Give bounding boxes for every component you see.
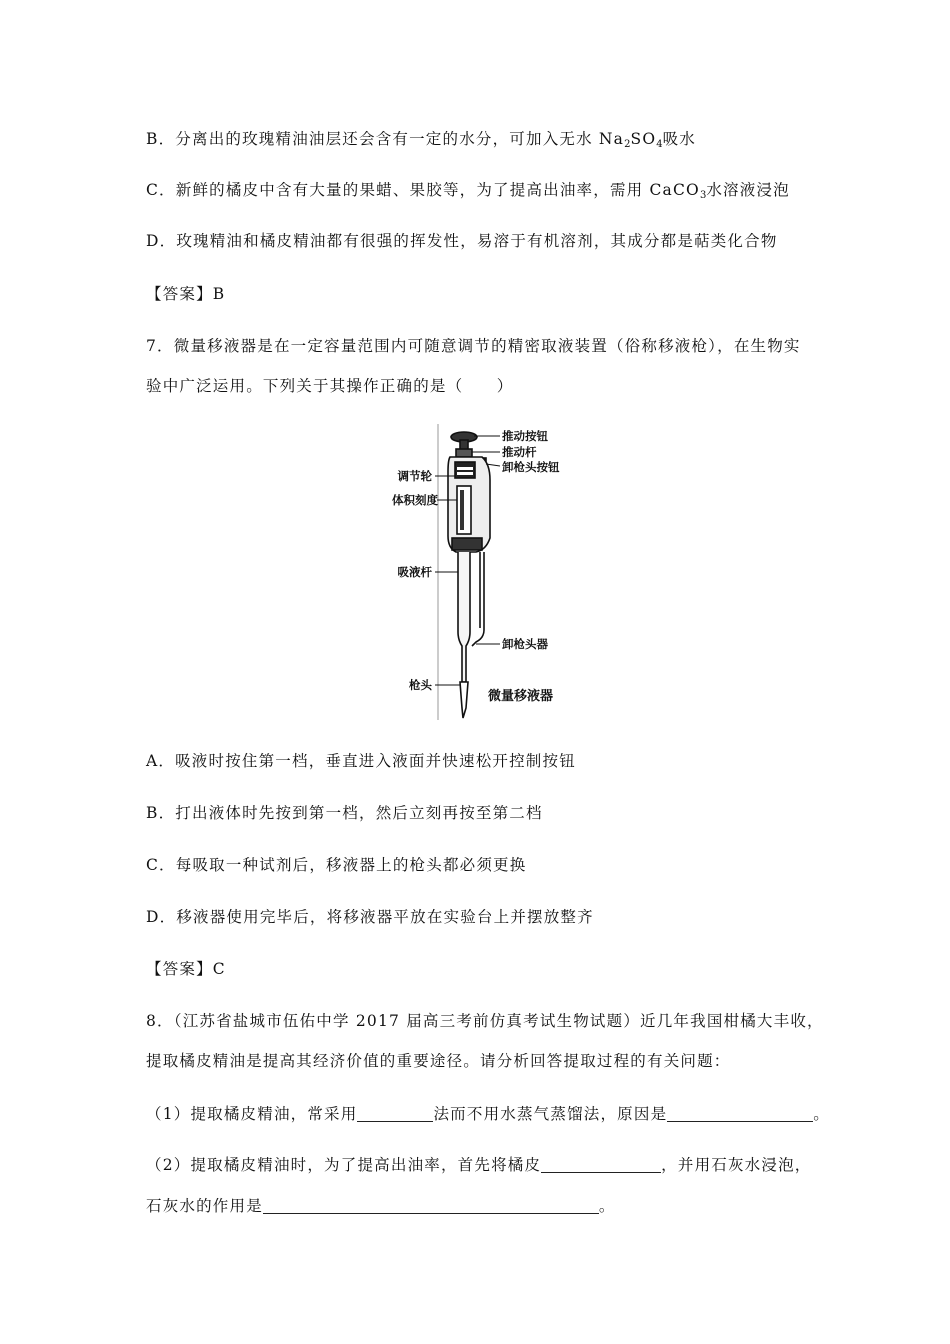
q8-part2 xyxy=(146,1154,811,1176)
q6-option-c xyxy=(146,179,790,207)
q8-part1-c: 。 xyxy=(813,1105,830,1123)
pipette-drawing xyxy=(448,432,490,718)
q8-part2-d: 。 xyxy=(598,1197,616,1215)
q7-stem-line1: 7．微量移液器是在一定容量范围内可随意调节的精密取液装置（俗称移液枪），在生物实 xyxy=(146,337,801,355)
q7-option-b: B．打出液体时先按到第一档，然后立刻再按至第二档 xyxy=(146,804,543,822)
q6-option-c-post: 水溶液浸泡 xyxy=(706,181,790,199)
q6-option-b-sub1: 2 xyxy=(624,139,631,150)
q6-option-c-pre: C．新鲜的橘皮中含有大量的果蜡、果胶等，为了提高出油率，需用 CaCO xyxy=(146,181,700,199)
q8-part2-blank1[interactable] xyxy=(541,1156,661,1173)
q7-stem-line2: 验中广泛运用。下列关于其操作正确的是（ ） xyxy=(146,377,514,395)
q8-part1-blank2[interactable] xyxy=(667,1105,813,1122)
figure-caption: 微量移液器 xyxy=(488,689,554,704)
q6-answer: 【答案】B xyxy=(146,285,226,303)
label-tip: 枪头 xyxy=(409,678,432,692)
label-tip-eject-button: 卸枪头按钮 xyxy=(502,460,560,474)
q7-option-a: A．吸液时按住第一档，垂直进入液面并快速松开控制按钮 xyxy=(146,752,576,770)
q6-option-d: D．玫瑰精油和橘皮精油都有很强的挥发性，易溶于有机溶剂，其成分都是萜类化合物 xyxy=(146,232,778,250)
q8-part1 xyxy=(146,1103,830,1125)
pipette-figure xyxy=(372,420,582,722)
q8-part2-c: 石灰水的作用是 xyxy=(146,1197,263,1215)
label-volume-scale: 体积刻度 xyxy=(392,493,438,507)
q6-option-b-sub2: 4 xyxy=(656,139,663,150)
q8-stem-line2: 提取橘皮精油是提高其经济价值的重要途径。请分析回答提取过程的有关问题： xyxy=(146,1052,731,1070)
q7-option-c: C．每吸取一种试剂后，移液器上的枪头都必须更换 xyxy=(146,856,527,874)
q8-part1-a: （1）提取橘皮精油，常采用 xyxy=(146,1105,358,1123)
q8-part1-blank1[interactable] xyxy=(357,1105,433,1122)
label-push-button: 推动按钮 xyxy=(502,429,548,443)
q7-answer: 【答案】C xyxy=(146,960,226,978)
q8-part2-blank2[interactable] xyxy=(263,1197,599,1214)
q6-option-b-post: 吸水 xyxy=(662,130,697,148)
q6-option-b xyxy=(146,128,696,156)
q8-part1-b: 法而不用水蒸气蒸馏法，原因是 xyxy=(433,1105,668,1123)
label-adjust-wheel: 调节轮 xyxy=(397,469,432,483)
q8-part2-cont xyxy=(146,1195,616,1217)
label-suction-rod: 吸液杆 xyxy=(397,565,432,579)
label-tip-ejector: 卸枪头器 xyxy=(502,637,548,651)
label-push-rod: 推动杆 xyxy=(502,445,537,459)
q7-option-d: D．移液器使用完毕后，将移液器平放在实验台上并摆放整齐 xyxy=(146,908,594,926)
q8-stem-line1: 8．（江苏省盐城市伍佑中学 2017 届高三考前仿真考试生物试题）近几年我国柑橘大丰收， xyxy=(146,1012,824,1030)
q8-part2-b: ，并用石灰水浸泡， xyxy=(661,1156,812,1174)
q6-option-b-pre: B．分离出的玫瑰精油油层还会含有一定的水分，可加入无水 Na xyxy=(146,130,625,148)
q6-option-c-sub: 3 xyxy=(699,190,707,201)
q6-option-b-mid: SO xyxy=(630,130,657,148)
q8-part2-a: （2）提取橘皮精油时，为了提高出油率，首先将橘皮 xyxy=(146,1156,542,1174)
